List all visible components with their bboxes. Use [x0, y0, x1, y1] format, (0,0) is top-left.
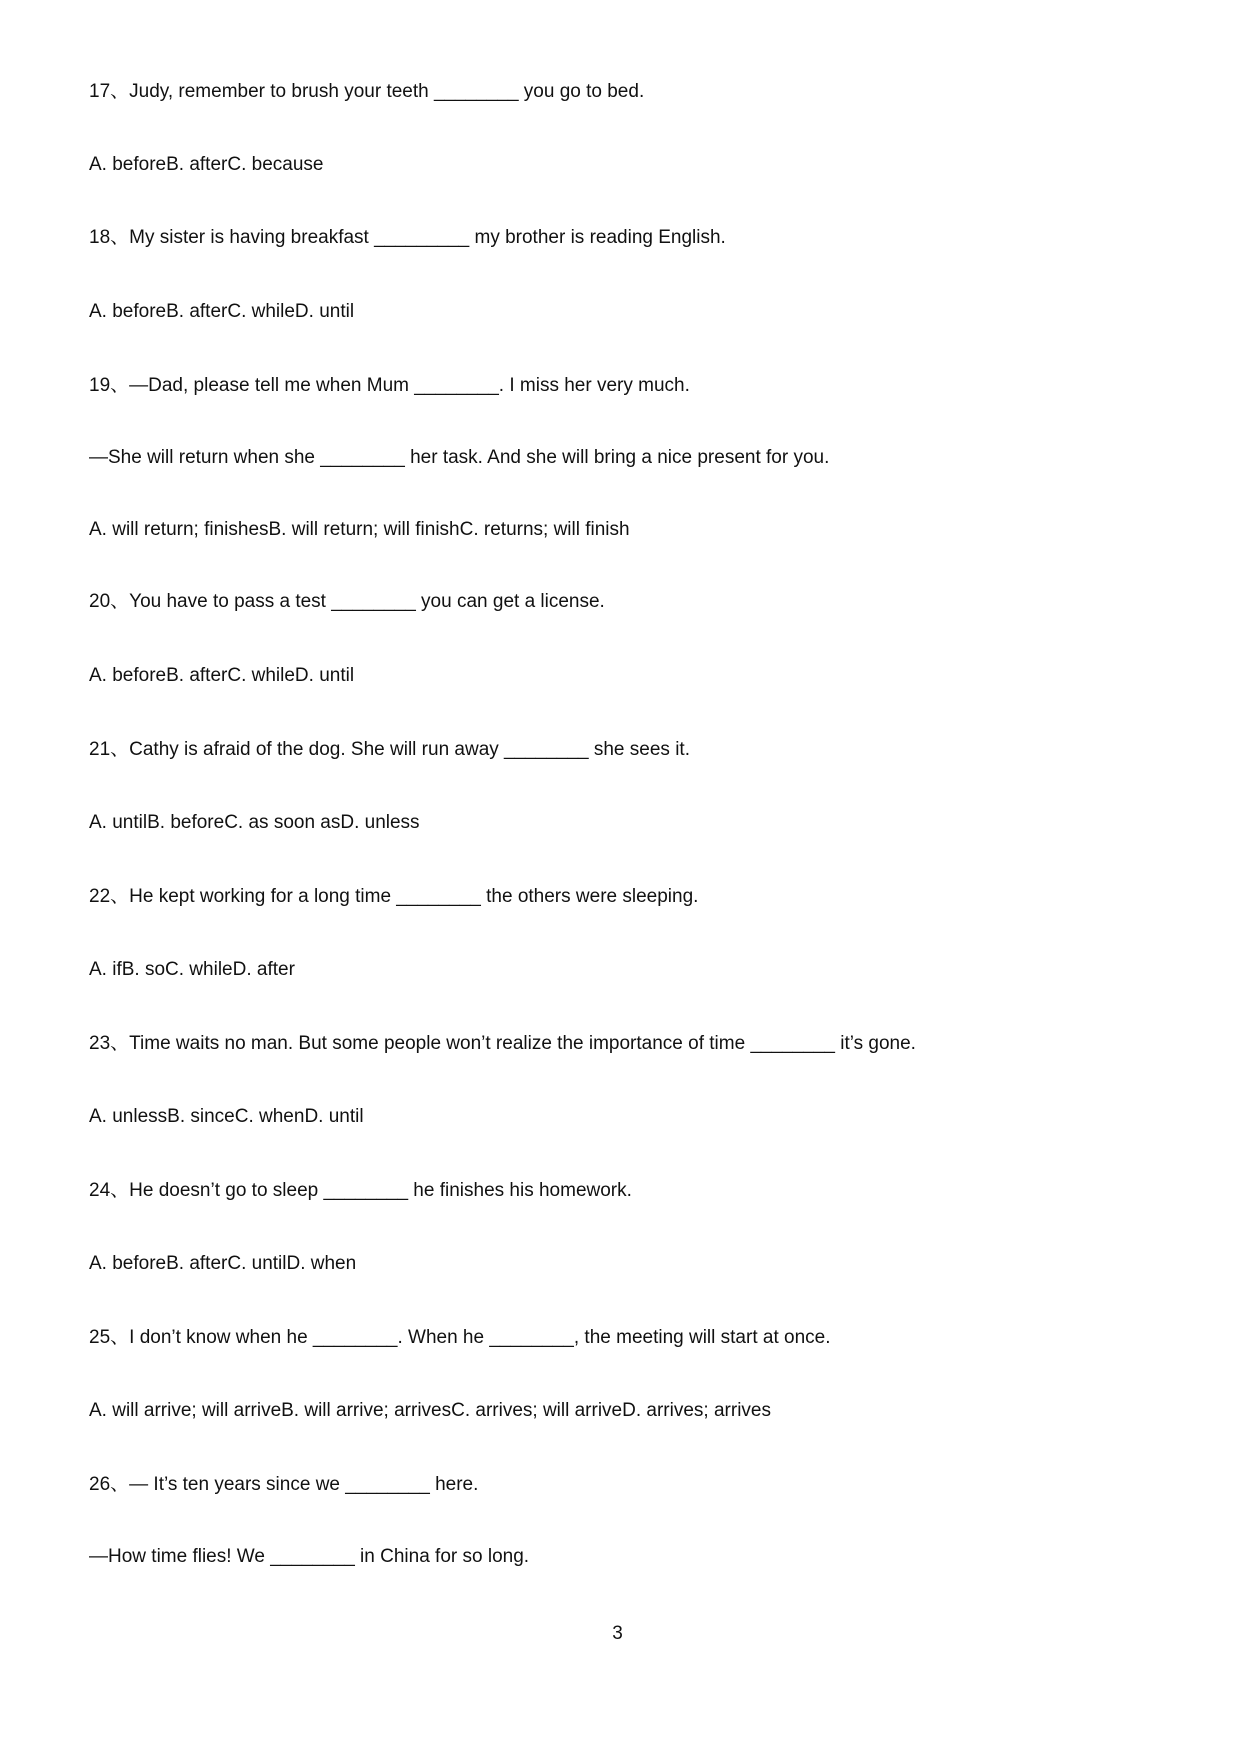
options-18: A. beforeB. afterC. whileD. until	[89, 301, 355, 322]
question-26-reply: —How time flies! We ________ in China for so long.	[89, 1546, 530, 1567]
question-20: 20、You have to pass a test ________ you can get a license.	[89, 591, 605, 612]
options-17: A. beforeB. afterC. because	[89, 154, 324, 175]
question-22: 22、He kept working for a long time ________ the others were sleeping.	[89, 886, 699, 907]
question-21: 21、Cathy is afraid of the dog. She will run away ________ she sees it.	[89, 739, 690, 760]
options-23: A. unlessB. sinceC. whenD. until	[89, 1106, 364, 1127]
page-number: 3	[612, 1623, 623, 1644]
question-18: 18、My sister is having breakfast _________ my brother is reading English.	[89, 227, 726, 248]
question-19-reply: —She will return when she ________ her task. And she will bring a nice present for you.	[89, 447, 830, 468]
options-25: A. will arrive; will arriveB. will arrive; arrivesC. arrives; will arriveD. arrives; arrives	[89, 1400, 771, 1421]
options-24: A. beforeB. afterC. untilD. when	[89, 1253, 357, 1274]
question-24: 24、He doesn’t go to sleep ________ he finishes his homework.	[89, 1180, 632, 1201]
options-20: A. beforeB. afterC. whileD. until	[89, 665, 355, 686]
question-19: 19、—Dad, please tell me when Mum ________. I miss her very much.	[89, 375, 690, 396]
question-17: 17、Judy, remember to brush your teeth ________ you go to bed.	[89, 81, 645, 102]
question-25: 25、I don’t know when he ________. When he ________, the meeting will start at once.	[89, 1327, 831, 1348]
options-19: A. will return; finishesB. will return; will finishC. returns; will finish	[89, 519, 630, 540]
question-23: 23、Time waits no man. But some people won’t realize the importance of time ________ it’s gone.	[89, 1033, 916, 1054]
options-22: A. ifB. soC. whileD. after	[89, 959, 295, 980]
question-26: 26、— It’s ten years since we ________ here.	[89, 1474, 479, 1495]
options-21: A. untilB. beforeC. as soon asD. unless	[89, 812, 420, 833]
